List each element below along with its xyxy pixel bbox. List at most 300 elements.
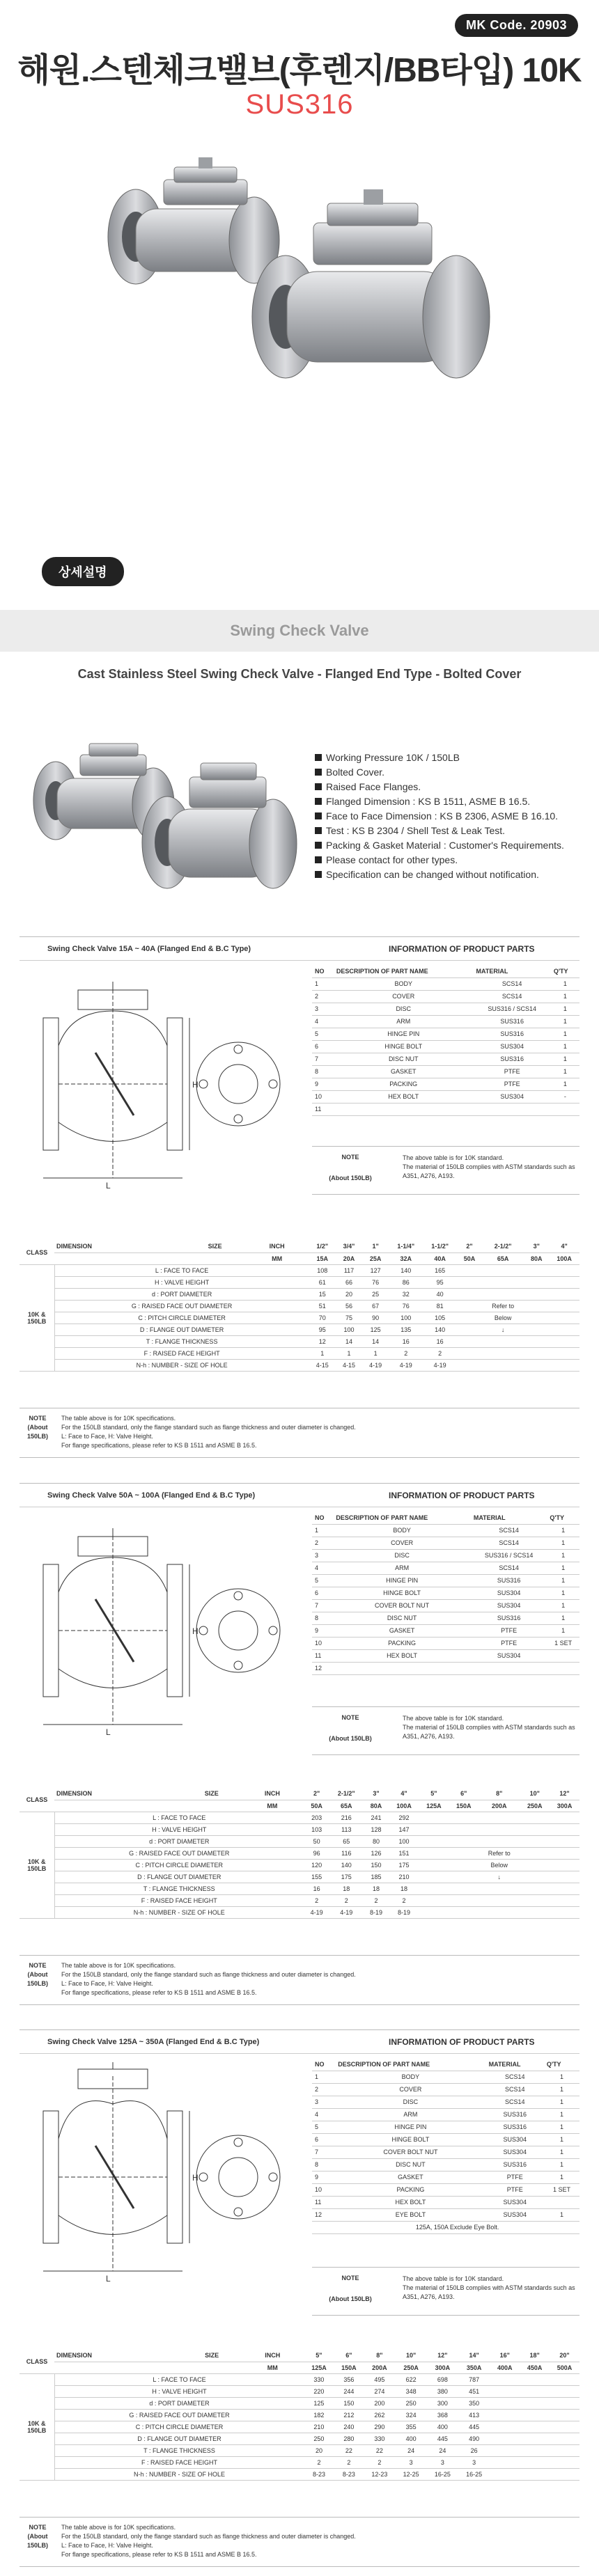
- dimension-value: [550, 2385, 579, 2397]
- dimension-value: 413: [458, 2409, 490, 2421]
- parts-cell: 1: [551, 1040, 579, 1053]
- parts-cell: SUS316: [474, 1028, 551, 1040]
- dimension-value: 15: [309, 1288, 336, 1300]
- dimension-value: 300: [427, 2397, 458, 2409]
- parts-cell: SCS14: [474, 990, 551, 1003]
- dimension-label: F : RAISED FACE HEIGHT: [54, 2456, 304, 2468]
- dimension-value: 698: [427, 2373, 458, 2385]
- dimension-value: [490, 2468, 520, 2480]
- mm-cell: 125A: [419, 1800, 449, 1812]
- dimension-value: 135: [389, 1324, 423, 1335]
- dimension-value: [449, 1883, 479, 1894]
- parts-cell: GASKET: [334, 1065, 474, 1078]
- svg-text:L: L: [106, 1181, 111, 1191]
- dimension-label: N-h : NUMBER - SIZE OF HOLE: [54, 2468, 304, 2480]
- inch-cell: 6": [449, 1788, 479, 1800]
- table-row: [312, 2133, 579, 2146]
- dimension-value: 120: [304, 1859, 329, 1871]
- dimension-value: 18: [329, 1883, 363, 1894]
- dimension-section-50a-100a: [0, 1788, 599, 2018]
- parts-cell: 4: [312, 1562, 333, 1574]
- table-row: [312, 1040, 579, 1053]
- dimension-value: 2: [389, 1894, 419, 1906]
- dimension-value: 1: [336, 1347, 362, 1359]
- parts-header-cell: Q'TY: [547, 1511, 579, 1524]
- dimension-value: 16: [423, 1335, 457, 1347]
- dimension-value: 210: [389, 1871, 419, 1883]
- parts-cell: 6: [312, 1587, 333, 1599]
- dimension-value: 8-23: [334, 2468, 364, 2480]
- bullet-square-icon: [315, 769, 322, 776]
- dimension-label: L : FACE TO FACE: [54, 1264, 309, 1276]
- dimension-value: 22: [364, 2444, 395, 2456]
- parts-cell: COVER BOLT NUT: [335, 2146, 485, 2158]
- dimension-value: [520, 1835, 550, 1847]
- dimension-value: 32: [389, 1288, 423, 1300]
- parts-cell: [474, 1103, 551, 1115]
- parts-cell: PTFE: [474, 1065, 551, 1078]
- dimension-value: 4-19: [304, 1906, 329, 1918]
- dimension-value: 3: [458, 2456, 490, 2468]
- parts-cell: SUS316: [486, 2158, 544, 2171]
- dimension-value: [419, 1859, 449, 1871]
- dimension-value: 2: [389, 1347, 423, 1359]
- dimension-value: 3: [427, 2456, 458, 2468]
- table-row: [312, 1637, 579, 1649]
- dimension-value: 8-23: [304, 2468, 334, 2480]
- parts-header-cell: Q'TY: [551, 965, 579, 977]
- dimension-value: 140: [423, 1324, 457, 1335]
- parts-cell: 4: [312, 1015, 334, 1028]
- parts-cell: ARM: [335, 2108, 485, 2121]
- dimension-value: 451: [458, 2385, 490, 2397]
- mm-header: MM: [241, 1800, 304, 1812]
- mm-cell: 20A: [336, 1252, 362, 1264]
- dimension-value: [449, 1871, 479, 1883]
- spec-block-50a-100a: [20, 1483, 579, 1775]
- parts-cell: SUS304: [486, 2208, 544, 2221]
- table-row: [20, 1812, 579, 1823]
- parts-cell: SCS14: [471, 1537, 547, 1549]
- dimension-table: [20, 1788, 579, 1919]
- detail-description-button[interactable]: 상세설명: [42, 557, 124, 586]
- dimension-value: [449, 1823, 479, 1835]
- parts-cell: 9: [312, 1624, 333, 1637]
- dimension-label: G : RAISED FACE OUT DIAMETER: [54, 2409, 304, 2421]
- bullet-square-icon: [315, 812, 322, 819]
- parts-cell: PACKING: [333, 1637, 470, 1649]
- parts-cell: 7: [312, 1053, 334, 1065]
- dimension-value: 8-19: [363, 1906, 389, 1918]
- dimension-value: 100: [336, 1324, 362, 1335]
- table-row: [20, 2468, 579, 2480]
- inch-cell: 1-1/2": [423, 1241, 457, 1252]
- dimension-value: 24: [427, 2444, 458, 2456]
- feature-item: Packing & Gasket Material : Customer's Requirements.: [315, 838, 579, 853]
- dimension-value: [520, 1823, 550, 1835]
- dimension-value: 185: [363, 1871, 389, 1883]
- note-line: L: Face to Face, H: Valve Height.: [61, 1433, 153, 1440]
- dimension-value: 175: [389, 1859, 419, 1871]
- dimension-value: [479, 1835, 520, 1847]
- dimension-value: 400: [427, 2421, 458, 2433]
- parts-cell: 1: [551, 1078, 579, 1090]
- mm-cell: 65A: [482, 1252, 524, 1264]
- parts-cell: -: [551, 1090, 579, 1103]
- dimension-value: [490, 2385, 520, 2397]
- dimension-label: d : PORT DIAMETER: [54, 1835, 304, 1847]
- dimension-value: [549, 1288, 579, 1300]
- inch-cell: 1/2": [309, 1241, 336, 1252]
- parts-cell: SUS304: [486, 2146, 544, 2158]
- dimension-value: 292: [389, 1812, 419, 1823]
- parts-cell: PTFE: [486, 2183, 544, 2196]
- class-header: CLASS: [20, 2350, 54, 2373]
- parts-cell: [547, 1649, 579, 1662]
- dimension-value: 4-15: [336, 1359, 362, 1371]
- dimension-value: 3: [396, 2456, 427, 2468]
- dimension-label: T : FLANGE THICKNESS: [54, 1335, 309, 1347]
- parts-cell: 1: [312, 2071, 335, 2083]
- parts-cell: HINGE BOLT: [335, 2133, 485, 2146]
- parts-cell: 1: [547, 1524, 579, 1537]
- note-line: For the 150LB standard, only the flange standard such as flange thickness and outer diameter is changed.: [61, 2533, 356, 2540]
- mk-code-badge: MK Code. 20903: [455, 14, 578, 37]
- parts-cell: 1: [544, 2108, 579, 2121]
- parts-cell: 9: [312, 2171, 335, 2183]
- valve-drawing: [29, 1516, 287, 1745]
- parts-cell: HINGE PIN: [333, 1574, 470, 1587]
- dimension-value: 380: [427, 2385, 458, 2397]
- parts-cell: 1: [551, 1053, 579, 1065]
- note-label: NOTE: [341, 2275, 359, 2282]
- dimension-value: 86: [389, 1276, 423, 1288]
- dimension-value: 20: [304, 2444, 334, 2456]
- dimension-value: 126: [363, 1847, 389, 1859]
- note-sub: (About 150LB): [329, 1175, 372, 1181]
- dimension-value: [549, 1359, 579, 1371]
- table-row: [312, 2171, 579, 2183]
- dimension-label: N-h : NUMBER - SIZE OF HOLE: [54, 1359, 309, 1371]
- dimension-value: 203: [304, 1812, 329, 1823]
- parts-cell: 1: [544, 2071, 579, 2083]
- table-row: [312, 2183, 579, 2196]
- table-row: [20, 1347, 579, 1359]
- parts-cell: 1: [544, 2083, 579, 2096]
- parts-cell: GASKET: [333, 1624, 470, 1637]
- parts-cell: HINGE BOLT: [334, 1040, 474, 1053]
- parts-header-cell: MATERIAL: [471, 1511, 547, 1524]
- parts-cell: GASKET: [335, 2171, 485, 2183]
- table-row: [20, 2397, 579, 2409]
- feature-item: Flanged Dimension : KS B 1511, ASME B 16.5.: [315, 794, 579, 809]
- table-row: [20, 2373, 579, 2385]
- table-row: [312, 1015, 579, 1028]
- dimension-value: 368: [427, 2409, 458, 2421]
- parts-cell: 1: [544, 2146, 579, 2158]
- dimension-value: Refer to: [479, 1847, 520, 1859]
- dimension-value: ↓: [482, 1324, 524, 1335]
- inch-cell: 5": [304, 2350, 334, 2362]
- dimension-value: 76: [362, 1276, 389, 1288]
- inch-cell: 10": [396, 2350, 427, 2362]
- dimension-label: H : VALVE HEIGHT: [54, 2385, 304, 2397]
- dimension-value: [449, 1812, 479, 1823]
- parts-cell: 1: [551, 1028, 579, 1040]
- parts-cell: SUS304: [474, 1090, 551, 1103]
- inch-cell: 2": [457, 1241, 482, 1252]
- dimension-value: 280: [334, 2433, 364, 2444]
- dimension-value: [482, 1359, 524, 1371]
- dimension-value: [550, 2444, 579, 2456]
- inch-cell: 3/4": [336, 1241, 362, 1252]
- dimension-label: G : RAISED FACE OUT DIAMETER: [54, 1847, 304, 1859]
- table-row: [312, 1599, 579, 1612]
- dimension-value: 16-25: [458, 2468, 490, 2480]
- parts-header-cell: NO: [312, 1511, 333, 1524]
- parts-extra-note: 125A, 150A Exclude Eye Bolt.: [335, 2221, 579, 2233]
- parts-cell: SUS304: [471, 1649, 547, 1662]
- mm-cell: 125A: [304, 2362, 334, 2373]
- dimension-value: [457, 1312, 482, 1324]
- mm-cell: 200A: [364, 2362, 395, 2373]
- dimension-value: [482, 1335, 524, 1347]
- table-row: [312, 2121, 579, 2133]
- dimension-value: [524, 1276, 549, 1288]
- parts-cell: 2: [312, 2083, 335, 2096]
- table-row: [312, 2108, 579, 2121]
- mm-cell: 40A: [423, 1252, 457, 1264]
- table-row: [312, 1537, 579, 1549]
- parts-cell: 1: [551, 1003, 579, 1015]
- dimension-value: 127: [362, 1264, 389, 1276]
- page-subtitle: SUS316: [245, 89, 354, 120]
- parts-cell: 10: [312, 1090, 334, 1103]
- dimension-header: DIMENSION: [54, 1241, 185, 1252]
- dimension-value: 26: [458, 2444, 490, 2456]
- parts-cell: SUS304: [471, 1587, 547, 1599]
- table-row: [312, 1574, 579, 1587]
- parts-cell: 10: [312, 2183, 335, 2196]
- dimension-value: [419, 1835, 449, 1847]
- dimension-value: 2: [304, 1894, 329, 1906]
- dimension-value: [449, 1859, 479, 1871]
- dimension-value: 128: [363, 1823, 389, 1835]
- inch-cell: 4": [549, 1241, 579, 1252]
- dimension-value: 212: [334, 2409, 364, 2421]
- note-label: NOTE (About 150LB): [26, 1962, 48, 1987]
- table-row: [20, 1276, 579, 1288]
- dimension-value: [479, 1894, 520, 1906]
- parts-header-cell: Q'TY: [544, 2058, 579, 2071]
- parts-cell: 5: [312, 1574, 333, 1587]
- mm-header: MM: [244, 1252, 309, 1264]
- dimension-value: [482, 1347, 524, 1359]
- dimension-label: T : FLANGE THICKNESS: [54, 2444, 304, 2456]
- dimension-value: [419, 1823, 449, 1835]
- dimension-value: [490, 2444, 520, 2456]
- dimension-value: 330: [304, 2373, 334, 2385]
- parts-cell: 1: [547, 1549, 579, 1562]
- dimension-value: 66: [336, 1276, 362, 1288]
- dimension-value: [490, 2421, 520, 2433]
- parts-cell: 1: [544, 2096, 579, 2108]
- dimension-value: 100: [389, 1312, 423, 1324]
- dimension-label: C : PITCH CIRCLE DIAMETER: [54, 1859, 304, 1871]
- dimension-value: [549, 1312, 579, 1324]
- dimension-value: Below: [482, 1312, 524, 1324]
- table-row: [312, 1078, 579, 1090]
- note-line: L: Face to Face, H: Valve Height.: [61, 1980, 153, 1987]
- parts-cell: 8: [312, 1065, 334, 1078]
- class-value: 10K & 150LB: [20, 1264, 54, 1371]
- bullet-square-icon: [315, 827, 322, 834]
- mm-cell: 500A: [550, 2362, 579, 2373]
- dimension-value: [482, 1276, 524, 1288]
- drawing-title: Swing Check Valve 125A ~ 350A (Flanged End & B.C Type): [47, 2038, 260, 2046]
- parts-cell: 1: [544, 2171, 579, 2183]
- parts-cell: 1: [547, 1574, 579, 1587]
- parts-cell: PTFE: [471, 1624, 547, 1637]
- svg-text:H: H: [192, 2173, 199, 2183]
- parts-cell: 1 SET: [547, 1637, 579, 1649]
- parts-header-cell: DESCRIPTION OF PART NAME: [335, 2058, 485, 2071]
- dimension-value: 4-19: [362, 1359, 389, 1371]
- dimension-value: 65: [329, 1835, 363, 1847]
- dimension-value: 40: [423, 1288, 457, 1300]
- spec-block-125a-350a: [20, 2029, 579, 2339]
- dimension-value: 96: [304, 1847, 329, 1859]
- table-row: [312, 1662, 579, 1674]
- svg-text:H: H: [192, 1080, 199, 1090]
- dimension-value: 210: [304, 2421, 334, 2433]
- dimension-value: 350: [458, 2397, 490, 2409]
- parts-note: [312, 1146, 579, 1195]
- dimension-value: 25: [362, 1288, 389, 1300]
- dimension-value: 125: [304, 2397, 334, 2409]
- parts-cell: COVER BOLT NUT: [333, 1599, 470, 1612]
- dimension-value: [550, 2409, 579, 2421]
- dimension-value: 2: [423, 1347, 457, 1359]
- parts-cell: 2: [312, 990, 334, 1003]
- note-sub: (About 150LB): [329, 1735, 372, 1742]
- class-value: 10K & 150LB: [20, 2373, 54, 2480]
- dimension-value: [490, 2433, 520, 2444]
- note-line: The material of 150LB complies with ASTM standards such as A351, A276, A193.: [403, 2284, 575, 2300]
- table-row: [312, 1028, 579, 1040]
- parts-cell: COVER: [335, 2083, 485, 2096]
- parts-cell: 1 SET: [544, 2183, 579, 2196]
- inch-cell: 2-1/2": [482, 1241, 524, 1252]
- parts-cell: 1: [551, 1065, 579, 1078]
- dimension-value: [482, 1264, 524, 1276]
- dimension-value: [457, 1264, 482, 1276]
- dimension-label: D : FLANGE OUT DIAMETER: [54, 1871, 304, 1883]
- dimension-value: [520, 1883, 550, 1894]
- parts-cell: SCS14: [486, 2096, 544, 2108]
- parts-cell: 8: [312, 1612, 333, 1624]
- drawing-title: Swing Check Valve 15A ~ 40A (Flanged End & B.C Type): [47, 945, 251, 953]
- parts-cell: DISC: [334, 1003, 474, 1015]
- dimension-label: H : VALVE HEIGHT: [54, 1276, 309, 1288]
- page-title: 해원.스텐체크밸브(후렌지/BB타입) 10K: [17, 52, 582, 89]
- dimension-value: 495: [364, 2373, 395, 2385]
- parts-cell: 1: [551, 1015, 579, 1028]
- dimension-value: 56: [336, 1300, 362, 1312]
- dimension-value: 150: [363, 1859, 389, 1871]
- size-header: SIZE: [185, 1241, 245, 1252]
- parts-cell: DISC: [335, 2096, 485, 2108]
- dimension-value: [520, 1859, 550, 1871]
- parts-cell: 1: [544, 2158, 579, 2171]
- parts-title: INFORMATION OF PRODUCT PARTS: [389, 2037, 535, 2047]
- dimension-value: 140: [389, 1264, 423, 1276]
- dimension-value: [520, 1847, 550, 1859]
- table-row: [20, 1823, 579, 1835]
- table-row: [312, 1624, 579, 1637]
- parts-cell: PACKING: [334, 1078, 474, 1090]
- dimension-value: [549, 1300, 579, 1312]
- dimension-value: 400: [396, 2433, 427, 2444]
- dimension-value: 622: [396, 2373, 427, 2385]
- dimension-value: 116: [329, 1847, 363, 1859]
- parts-cell: 4: [312, 2108, 335, 2121]
- parts-cell: 1: [551, 990, 579, 1003]
- table-row: [312, 2083, 579, 2096]
- dimension-value: [490, 2397, 520, 2409]
- dimension-value: 2: [329, 1894, 363, 1906]
- dimension-value: [550, 2397, 579, 2409]
- parts-note: [312, 1706, 579, 1755]
- dimension-value: 216: [329, 1812, 363, 1823]
- parts-cell: HEX BOLT: [333, 1649, 470, 1662]
- table-row: [20, 1324, 579, 1335]
- table-row: [20, 2385, 579, 2397]
- parts-cell: PTFE: [474, 1078, 551, 1090]
- parts-cell: DISC: [333, 1549, 470, 1562]
- inch-cell: 6": [334, 2350, 364, 2362]
- dimension-label: F : RAISED FACE HEIGHT: [54, 1894, 304, 1906]
- note-line: For the 150LB standard, only the flange standard such as flange thickness and outer diameter is changed.: [61, 1424, 356, 1431]
- dimension-value: 16-25: [427, 2468, 458, 2480]
- dimension-value: 355: [396, 2421, 427, 2433]
- dimension-label: L : FACE TO FACE: [54, 2373, 304, 2385]
- dimension-header: DIMENSION: [54, 1788, 182, 1800]
- inch-cell: 20": [550, 2350, 579, 2362]
- dimension-value: [490, 2409, 520, 2421]
- parts-cell: DISC NUT: [334, 1053, 474, 1065]
- dimension-value: [524, 1359, 549, 1371]
- dimension-value: Below: [479, 1859, 520, 1871]
- table-row: [20, 1883, 579, 1894]
- dimension-value: 4-15: [309, 1359, 336, 1371]
- dimension-value: 330: [364, 2433, 395, 2444]
- dimension-value: [457, 1324, 482, 1335]
- dimension-value: [549, 1347, 579, 1359]
- dimension-value: [520, 2433, 550, 2444]
- table-row: [20, 2433, 579, 2444]
- parts-cell: [551, 1103, 579, 1115]
- inch-cell: 16": [490, 2350, 520, 2362]
- parts-cell: SCS14: [486, 2071, 544, 2083]
- mm-cell: 200A: [479, 1800, 520, 1812]
- dimension-value: [550, 1823, 579, 1835]
- feature-item: Face to Face Dimension : KS B 2306, ASME B 16.10.: [315, 809, 579, 824]
- dimension-value: 95: [309, 1324, 336, 1335]
- dimension-value: 80: [363, 1835, 389, 1847]
- inch-cell: 8": [479, 1788, 520, 1800]
- dimension-value: [520, 1906, 550, 1918]
